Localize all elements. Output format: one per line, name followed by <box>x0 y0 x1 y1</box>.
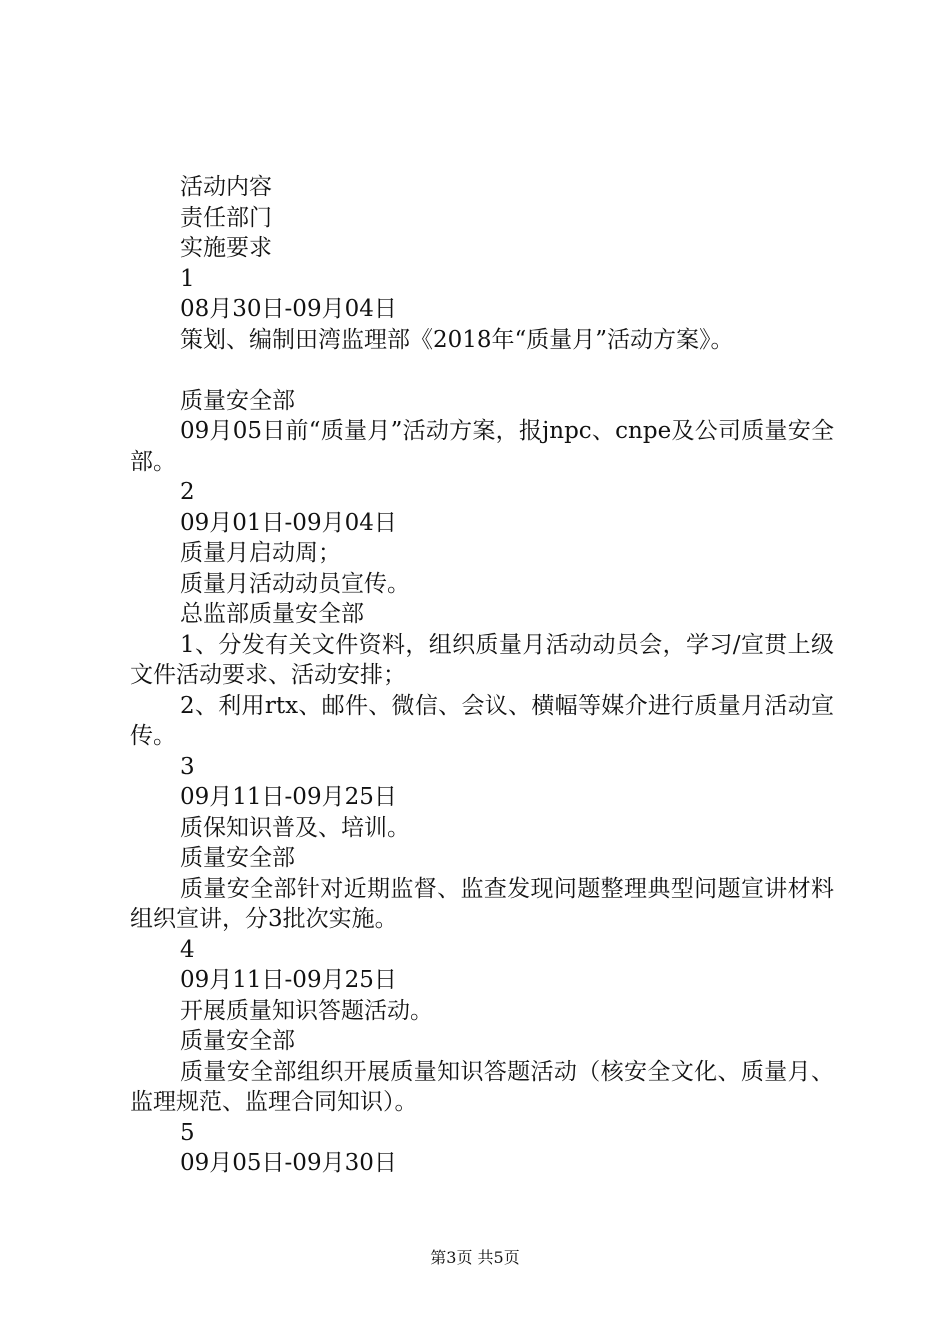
page-footer: 第3页 共5页 <box>430 1248 520 1267</box>
row-department: 质量安全部 <box>180 387 295 414</box>
row-date: 08月30日-09月04日 <box>180 296 397 322</box>
table-header-department: 责任部门 <box>180 204 272 231</box>
row-date: 09月01日-09月04日 <box>180 509 397 536</box>
row-department: 质量安全部 <box>180 1028 295 1054</box>
row-number: 4 <box>180 936 195 963</box>
row-department: 质量安全部 <box>180 845 295 871</box>
row-requirement: 质量安全部组织开展质量知识答题活动（核安全文化、质量月、监理规范、监理合同知识）。 <box>130 1058 834 1115</box>
row-content: 开展质量知识答题活动。 <box>180 997 433 1024</box>
document-body <box>130 172 834 1179</box>
row-content: 质量月活动动员宣传。 <box>180 570 410 597</box>
row-requirement: 2、利用rtx、邮件、微信、会议、横幅等媒介进行质量月活动宣传。 <box>130 692 834 749</box>
row-content: 策划、编制田湾监理部《2018年“质量月”活动方案》。 <box>180 326 734 353</box>
row-date: 09月05日-09月30日 <box>180 1150 397 1176</box>
row-number: 3 <box>180 753 195 780</box>
row-requirement: 09月05日前“质量月”活动方案，报jnpc、cnpe及公司质量安全部。 <box>130 418 834 475</box>
row-content: 质量月启动周； <box>180 540 341 566</box>
row-number: 1 <box>180 265 195 292</box>
row-number: 5 <box>180 1119 195 1146</box>
table-header-requirements: 实施要求 <box>180 235 272 261</box>
blank-line <box>130 355 834 386</box>
row-department: 总监部质量安全部 <box>180 601 364 627</box>
row-requirement: 1、分发有关文件资料，组织质量月活动动员会，学习/宣贯上级文件活动要求、活动安排； <box>130 631 834 688</box>
row-number: 2 <box>180 479 195 505</box>
row-date: 09月11日-09月25日 <box>180 784 397 810</box>
row-requirement: 质量安全部针对近期监督、监查发现问题整理典型问题宣讲材料组织宣讲，分3批次实施。 <box>130 875 834 932</box>
row-date: 09月11日-09月25日 <box>180 967 397 993</box>
row-content: 质保知识普及、培训。 <box>180 814 410 841</box>
table-header-activity: 活动内容 <box>180 174 272 200</box>
